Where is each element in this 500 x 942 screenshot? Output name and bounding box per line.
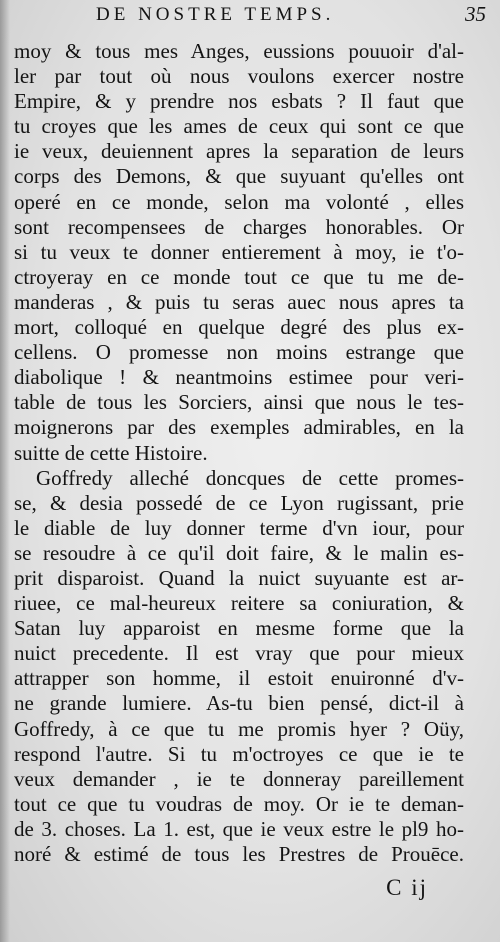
text-line: sont recompensees de charges honorables. Or [14, 214, 464, 239]
text-line: ne grande lumiere. As-tu bien pensé, dict-il à [14, 691, 464, 716]
text-line: operé en ce monde, selon ma volonté , elles [14, 189, 464, 214]
text-line: nuict precedente. Il est vray que pour mieux [14, 641, 464, 666]
text-line: Empire, & y prendre nos esbats ? Il faut que [14, 89, 464, 114]
text-line: manderas , & puis tu seras auec nous apres ta [14, 289, 464, 314]
text-line: le diable de luy donner terme d'vn iour, pour [14, 515, 464, 540]
text-line: corps des Demons, & que suyuant qu'elles ont [14, 164, 464, 189]
text-line: moy & tous mes Anges, eussions pouuoir d'al- [14, 39, 464, 63]
running-head [0, 4, 500, 34]
text-line: ler par tout où nous voulons exercer nostre [14, 64, 464, 89]
text-line: noré & estimé de tous les Prestres de Prouēce. [14, 842, 464, 866]
text-line: veux demander , ie te donneray pareillement [14, 766, 464, 791]
text-line: ctroyeray en ce monde tout ce que tu me de- [14, 264, 464, 289]
text-line: riuee, ce mal-heureux reitere sa coniuration, & [14, 591, 464, 616]
text-line: tout ce que tu voudras de moy. Or ie te deman- [14, 791, 464, 816]
text-line: diabolique ! & neantmoins estimee pour veri- [14, 365, 464, 390]
paragraph-start-line: Goffredy alleché doncques de cette promes- [36, 465, 464, 490]
page-number: 35 [465, 2, 486, 26]
paragraph-end-line: suitte de cette Histoire. [14, 440, 208, 465]
text-line: prit disparoist. Quand la nuict suyuante est ar- [14, 565, 464, 590]
text-line: tu croyes que les ames de ceux qui sont ce que [14, 114, 464, 139]
text-block [14, 39, 464, 867]
running-title: DE NOSTRE TEMPS. [96, 4, 335, 25]
text-line: ie veux, deuiennent apres la separation de leurs [14, 139, 464, 164]
text-line: Satan luy apparoist en mesme forme que la [14, 616, 464, 641]
text-line: attrapper son homme, il estoit enuironné d'v- [14, 666, 464, 691]
text-line: cellens. O promesse non moins estrange que [14, 340, 464, 365]
text-line: moignerons par des exemples admirables, en la [14, 415, 464, 440]
gutter-shadow [0, 0, 10, 942]
text-line: se resoudre à ce qu'il doit faire, & le malin es- [14, 540, 464, 565]
text-line: respond l'autre. Si tu m'octroyes ce que ie te [14, 741, 464, 766]
text-line: Goffredy, à ce que tu me promis hyer ? Oüy, [14, 716, 464, 741]
text-line: mort, colloqué en quelque degré des plus ex- [14, 315, 464, 340]
signature-mark: C ij [386, 875, 428, 900]
text-line: de 3. choses. La 1. est, que ie veux estre le pl9 ho- [14, 816, 464, 841]
text-line: si tu veux te donner entierement à moy, ie t'o- [14, 239, 464, 264]
text-line: table de tous les Sorciers, ainsi que nous le tes- [14, 390, 464, 415]
text-line: se, & desia possedé de ce Lyon rugissant, prie [14, 490, 464, 515]
